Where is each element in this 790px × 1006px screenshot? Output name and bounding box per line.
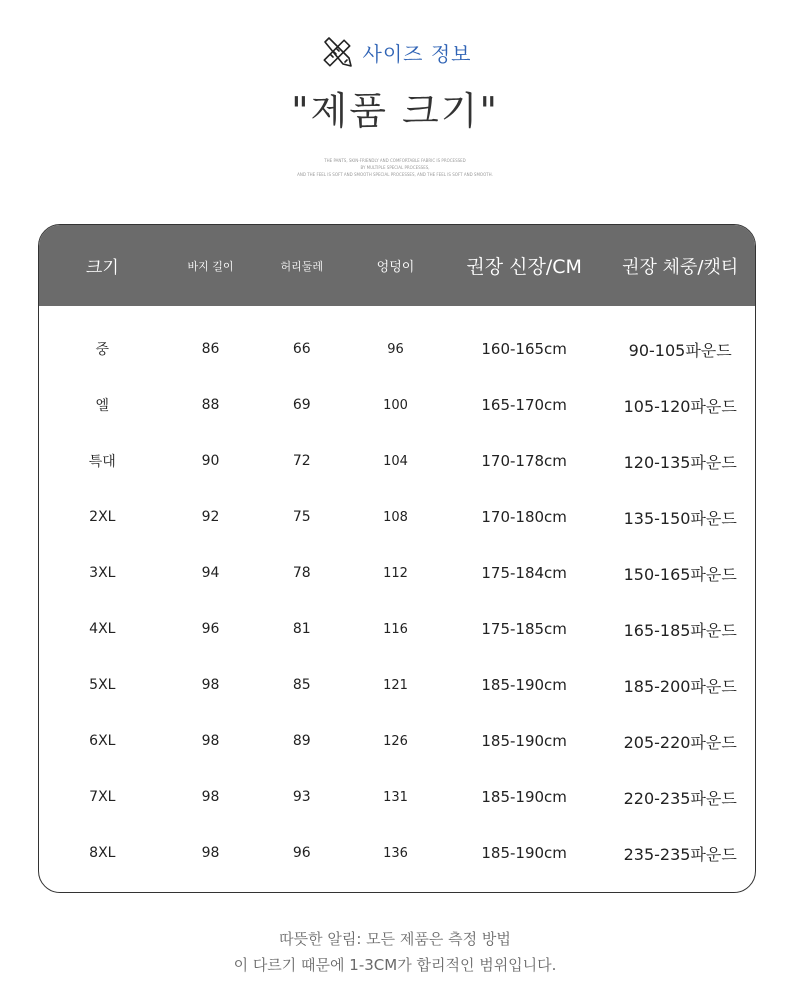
table-row: [39, 545, 755, 601]
table-row: [39, 769, 755, 825]
cell-waist: 93: [292, 789, 311, 805]
cell-length: 98: [201, 789, 220, 805]
table-row: [39, 825, 755, 881]
cell-hip: 121: [383, 677, 408, 693]
cell-height: 185-190cm: [481, 732, 567, 750]
cell-height: 170-180cm: [481, 508, 567, 526]
cell-waist: 66: [292, 341, 311, 357]
cell-height: 170-178cm: [481, 452, 567, 470]
cell-weight: 220-235파운드: [623, 788, 737, 808]
cell-waist: 89: [292, 733, 311, 749]
measurement-notice: [0, 926, 790, 978]
cell-length: 92: [201, 509, 220, 525]
cell-weight: 185-200파운드: [623, 676, 737, 696]
cell-hip: 104: [383, 453, 408, 469]
cell-hip: 126: [383, 733, 408, 749]
section-subtitle: 사이즈 정보: [362, 41, 472, 66]
table-row: [39, 433, 755, 489]
fineprint: [295, 157, 495, 178]
notice-line: 이 다르기 때문에 1-3CM가 합리적인 범위입니다.: [233, 956, 557, 974]
table-row: [39, 377, 755, 433]
column-header-size: 크기: [85, 258, 119, 278]
cell-waist: 75: [292, 509, 311, 525]
cell-height: 185-190cm: [481, 676, 567, 694]
table-row: [39, 601, 755, 657]
cell-length: 98: [201, 845, 220, 861]
table-header: [39, 225, 755, 306]
column-header-length: 바지 길이: [187, 259, 234, 273]
cell-size: 2XL: [89, 509, 116, 525]
page-title: "제품 크기": [291, 89, 499, 133]
cell-height: 165-170cm: [481, 396, 567, 414]
cell-length: 86: [201, 341, 220, 357]
table-row: [39, 657, 755, 713]
cell-weight: 90-105파운드: [628, 340, 732, 360]
column-header-waist: 허리둘레: [280, 259, 324, 273]
table-row: [39, 713, 755, 769]
cell-hip: 116: [383, 621, 408, 637]
cell-size: 3XL: [89, 565, 116, 581]
cell-weight: 235-235파운드: [623, 844, 737, 864]
cell-hip: 136: [383, 845, 408, 861]
cell-height: 160-165cm: [481, 340, 567, 358]
cell-length: 96: [201, 621, 220, 637]
subtitle-row: [0, 30, 790, 74]
cell-weight: 165-185파운드: [623, 620, 737, 640]
cell-height: 185-190cm: [481, 788, 567, 806]
cell-size: 특대: [88, 454, 116, 470]
table-row: [39, 321, 755, 377]
cell-size: 엘: [95, 398, 110, 414]
size-table: [38, 224, 756, 893]
cell-weight: 135-150파운드: [623, 508, 737, 528]
cell-height: 185-190cm: [481, 844, 567, 862]
cell-waist: 96: [292, 845, 311, 861]
cell-waist: 69: [292, 397, 311, 413]
cell-height: 175-185cm: [481, 620, 567, 638]
cell-waist: 72: [292, 453, 311, 469]
header: [0, 30, 790, 178]
cell-size: 5XL: [89, 677, 116, 693]
cell-size: 중: [95, 342, 110, 358]
fineprint-line: AND THE FEEL IS SOFT AND SMOOTH SPECIAL PROCESSES, AND THE FEEL IS SOFT AND SMOOTH.: [297, 172, 493, 177]
cell-weight: 205-220파운드: [623, 732, 737, 752]
fineprint-line: THE PANTS, SKIN-FRIENDLY AND COMFORTABLE FABRIC IS PROCESSED: [324, 158, 466, 163]
cell-weight: 150-165파운드: [623, 564, 737, 584]
cell-length: 98: [201, 677, 220, 693]
cell-hip: 96: [387, 341, 404, 357]
cell-hip: 131: [383, 789, 408, 805]
cell-length: 88: [201, 397, 220, 413]
notice-line: 따뜻한 알림: 모든 제품은 측정 방법: [279, 930, 511, 948]
cell-hip: 108: [383, 509, 408, 525]
cell-length: 94: [201, 565, 220, 581]
table-row: [39, 489, 755, 545]
cell-size: 7XL: [89, 789, 116, 805]
cell-length: 90: [201, 453, 220, 469]
cell-waist: 81: [292, 621, 311, 637]
cell-size: 8XL: [89, 845, 116, 861]
cell-waist: 85: [292, 677, 311, 693]
cell-hip: 112: [383, 565, 408, 581]
cell-size: 6XL: [89, 733, 116, 749]
cell-hip: 100: [383, 397, 408, 413]
column-header-weight: 권장 체중/캣티: [622, 256, 739, 278]
table-body: [39, 306, 755, 881]
ruler-pencil-icon: [319, 34, 355, 70]
cell-height: 175-184cm: [481, 564, 567, 582]
column-header-height: 권장 신장/CM: [466, 256, 582, 278]
cell-size: 4XL: [89, 621, 116, 637]
fineprint-line: BY MULTIPLE SPECIAL PROCESSES,: [360, 165, 430, 170]
cell-weight: 105-120파운드: [623, 396, 737, 416]
cell-length: 98: [201, 733, 220, 749]
cell-waist: 78: [292, 565, 311, 581]
cell-weight: 120-135파운드: [623, 452, 737, 472]
column-header-hip: 엉덩이: [376, 260, 415, 275]
